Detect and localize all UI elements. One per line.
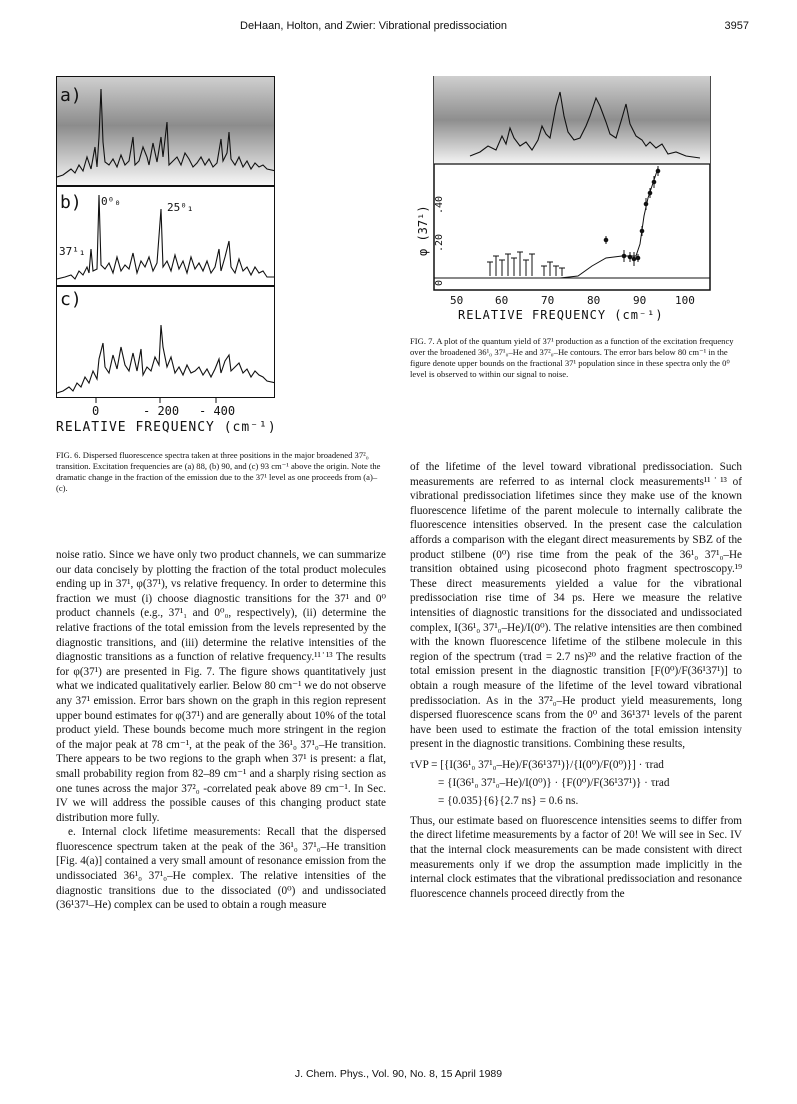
journal-footer: J. Chem. Phys., Vol. 90, No. 8, 15 April 1989 bbox=[294, 1068, 503, 1080]
panel-label-b: b) bbox=[60, 192, 82, 213]
figure-7-tick-80: 80 bbox=[587, 294, 601, 307]
running-header bbox=[0, 20, 797, 34]
figure-7-caption: FIG. 7. A plot of the quantum yield of 37¹ production as a function of the excitation frequency over the broadened 36¹₀ 37¹₀–He and 37²₀–He contours. The error bars below 80 cm⁻¹ in the figure denote upper bounds on the fractional 37¹ population since in these spectra only the 0⁰ level is observed to within our signal to noise. bbox=[410, 336, 734, 379]
figure-6-tick-200: - 200 bbox=[143, 404, 180, 418]
right-paragraph-2: Thus, our estimate based on fluorescence intensities seems to differ from the direct lifetime measurements by a factor of 20! We will see in Sec. IV that the internal clock measurements can be made consistent with direct measurements only if we drop the assumption made implicitly in the internal clock estimates that the vibrational predissociation and resonance fluorescence channels proceed directly from the bbox=[410, 814, 742, 900]
figure-7-tick-100: 100 bbox=[675, 294, 695, 307]
left-paragraph-1: noise ratio. Since we have only two product channels, we can summarize our data concisely by plotting the fraction of the total product molecules ending up in 37¹, φ(37¹), vs relative frequency. In order to determine this fraction we must (i) choose diagnostic transitions for the 37¹ and 0⁰ product channels (e.g., 37¹₁ and 0⁰₀, respectively), (ii) determine the relative fractions of the total emission from the levels represented by the diagnostic transitions, and (iii) determine the relative intensities of the diagnostic transitions as a function of relative frequency.¹¹˙¹³ The results for φ(37¹) are presented in Fig. 7. The figure shows quantitatively just what we indicated qualitatively earlier. Below 80 cm⁻¹ we do not observe any 37¹ emission. Error bars shown on the graph in this region represent upper bound estimates for φ(37¹) and are generally about 10% of the total product yield. These bounds become much more stringent in the region of the major peak at 78 cm⁻¹, at the peak of the 36¹₀ 37¹₀–He transition. There appears to be two regions to the graph when 37¹ is present: a flat, small probability region from 82–89 cm⁻¹ and a sharply rising section as one tunes across the major 37²₀ -correlated peak above 89 cm⁻¹. In Sec. IV we will address the possible causes of this changing product state distribution more fully. bbox=[56, 549, 386, 824]
left-column bbox=[56, 548, 386, 913]
running-title: DeHaan, Holton, and Zwier: Vibrational predissociation bbox=[240, 20, 507, 32]
equation-line-2: = {I(36¹₀ 37¹₀–He)/I(0⁰)} · {F(0⁰)/F(36¹37¹)} · τrad bbox=[438, 776, 670, 789]
page-number: 3957 bbox=[724, 20, 749, 32]
equation-line-3: = {0.035}{6}{2.7 ns} = 0.6 ns. bbox=[438, 794, 579, 807]
panel-label-c: c) bbox=[60, 289, 82, 310]
figure-6-panel-b bbox=[56, 186, 275, 286]
spectrum-trace-a bbox=[57, 77, 275, 186]
figure-7-tick-90: 90 bbox=[633, 294, 647, 307]
figure-7-tick-50: 50 bbox=[450, 294, 464, 307]
spectrum-trace-b bbox=[57, 187, 275, 286]
figure-7-y-tick-0: 0 bbox=[434, 279, 445, 286]
figure-7-y-title: φ (37¹) bbox=[416, 205, 430, 256]
marker-37: 37¹₁ bbox=[59, 245, 86, 258]
right-column bbox=[410, 460, 742, 901]
figure-7-y-tick-20: .20 bbox=[434, 233, 445, 252]
figure-6-panel-c bbox=[56, 286, 275, 398]
figure-6 bbox=[56, 76, 275, 398]
figure-6-x-title: RELATIVE FREQUENCY (cm⁻¹) bbox=[56, 420, 277, 435]
figure-6-x-axis bbox=[56, 398, 276, 442]
left-paragraph-2: e. Internal clock lifetime measurements: Recall that the dispersed fluorescence spectrum taken at the peak of the 36¹₀ 37¹₀–He transition [Fig. 4(a)] contained a very small amount of resonance emission from the undissociated 36¹₀ 37¹₀–He complex. The relative intensities of the diagnostic transitions due to the dissociated (0⁰) and undissociated (36¹37¹–He) complex can be used to obtain a rough measure bbox=[56, 826, 386, 912]
figure-7-y-tick-40: .40 bbox=[434, 195, 445, 214]
figure-6-caption: FIG. 6. Dispersed fluorescence spectra taken at three positions in the major broadened 37²₀ transition. Excitation frequencies are (a) 88, (b) 90, and (c) 93 cm⁻¹ above the origin. Note the dramatic change in the fraction of the emission due to the 37¹ level as one proceeds from (a)–(c). bbox=[56, 450, 381, 493]
figure-7-x-title: RELATIVE FREQUENCY (cm⁻¹) bbox=[458, 308, 664, 322]
figure-6-tick-400: - 400 bbox=[199, 404, 236, 418]
spectrum-trace-c bbox=[57, 287, 275, 398]
figure-6-tick-0: 0 bbox=[92, 404, 100, 418]
figure-7-tick-70: 70 bbox=[541, 294, 555, 307]
equation-line-1: τVP = [{I(36¹₀ 37¹₀–He)/F(36¹37¹)}/{I(0⁰)/F(0⁰)}] · τrad bbox=[410, 758, 664, 771]
marker-25: 25⁰₁ bbox=[167, 201, 194, 214]
right-paragraph-1: of the lifetime of the level toward vibrational predissociation. Such measurements are referred to as internal clock measurements¹¹˙¹³ of vibrational predissociation lifetimes since they make use of the known fluorescence lifetime of the parent molecule to internally calibrate the fluorescence intensities observed. In the present case the calculation affords a comparison with the elegant direct measurements by SBZ of the product stilbene (0⁰) rise time from the peak of the 36¹₀ 37¹₀–He transition obtained using picosecond photo fragment spectroscopy.¹⁹ These direct measurements yielded a value for the vibrational predissociation rise time of 34 ps. Here we measure the relative intensities of diagnostic transitions for the dissociated and undissociated complex, I(36¹₀ 37¹₀–He)/I(0⁰). The relative intensities are then combined with the known fluorescence lifetime of the stilbene molecule in this region of the spectrum (τrad = 2.7 ns)²⁰ and the relative fraction of the total emission present in the diagnostic transition [F(0⁰)/F(36¹37¹)] to obtain a rough measure of the lifetime of the level toward vibrational predissociation. As in the 37²₀–He product yield measurements, long dispersed fluorescence scans from the 0⁰ and 36¹37¹ levels of the parent have been used to estimate the fraction of the total emission intensity present in the diagnostic transitions. Combining these results, bbox=[410, 461, 742, 751]
figure-7-tick-60: 60 bbox=[495, 294, 509, 307]
equation-block bbox=[410, 756, 742, 810]
panel-label-a: a) bbox=[60, 85, 82, 106]
figure-7 bbox=[410, 76, 712, 294]
marker-0-0: 0⁰₀ bbox=[101, 195, 121, 208]
figure-6-panel-a bbox=[56, 76, 275, 186]
